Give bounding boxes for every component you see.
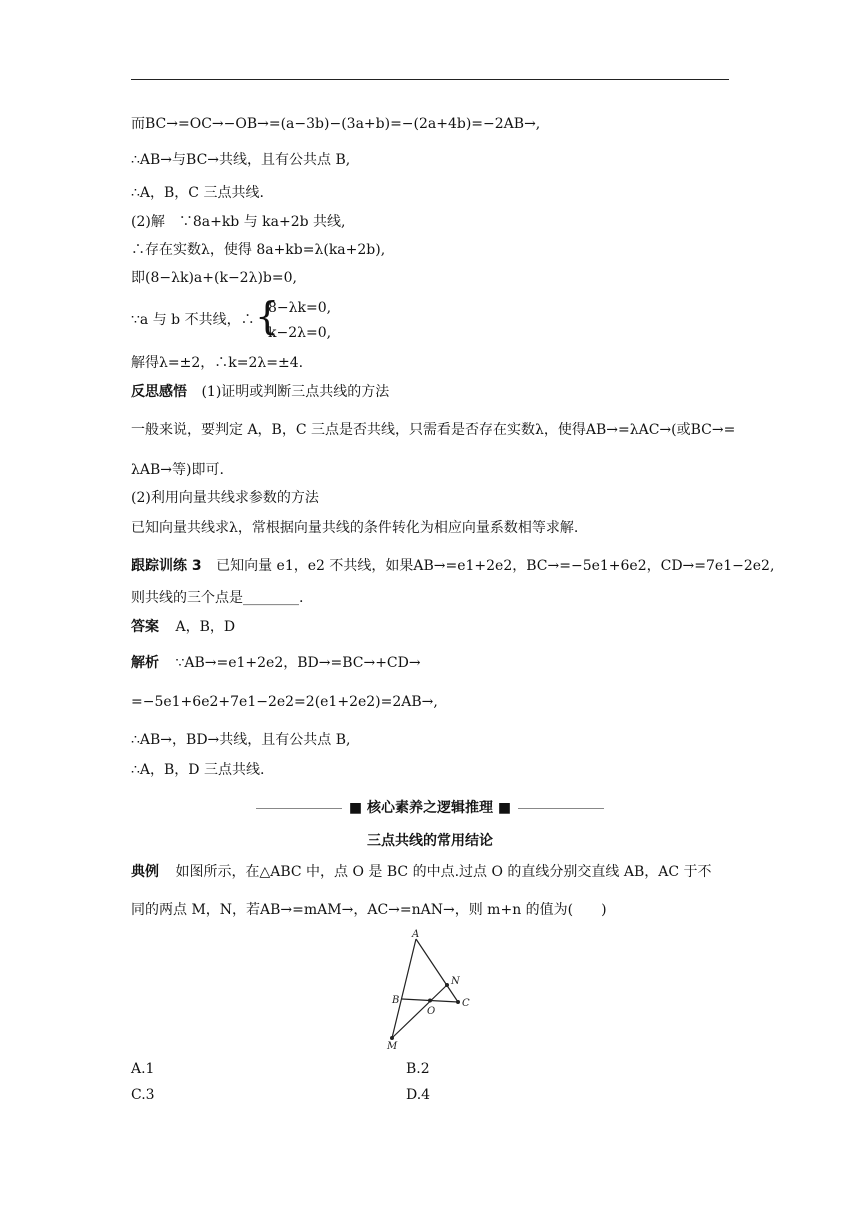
reflection-heading <box>131 382 389 402</box>
label-O: O <box>427 1006 436 1017</box>
answer-line <box>131 617 235 637</box>
example-q1: 如图所示，在△ABC 中，点 O 是 BC 的中点.过点 O 的直线分别交直线 AB，AC 于不 <box>175 864 712 880</box>
point-N <box>445 983 449 987</box>
label-A: A <box>412 929 420 940</box>
reflection-p4: (2)利用向量共线求参数的方法 <box>131 490 319 506</box>
choice-C: C.3 <box>131 1087 155 1103</box>
analysis-label: 解析 <box>131 655 159 671</box>
choice-B: B.2 <box>406 1061 430 1077</box>
text-line-2: ∴AB→与BC→共线，且有公共点 B, <box>131 152 351 168</box>
text-line-6: 即(8−λk)a+(k−2λ)b=0, <box>131 270 297 286</box>
label-N: N <box>451 976 460 987</box>
triangle-diagram <box>376 926 488 1052</box>
training-q2: 则共线的三个点是________. <box>131 590 304 606</box>
analysis-line-1 <box>131 653 421 673</box>
text-line-5: ∴存在实数λ，使得 8a+kb=λ(ka+2b), <box>131 242 386 258</box>
reflection-p3: λAB→等)即可. <box>131 462 224 478</box>
reflection-p5: 已知向量共线求λ，常根据向量共线的条件转化为相应向量系数相等求解. <box>131 520 579 536</box>
choice-A: A.1 <box>131 1061 155 1077</box>
line-AC <box>416 939 458 1002</box>
section-subtitle: 三点共线的常用结论 <box>367 833 493 849</box>
line-AM <box>392 939 416 1038</box>
reflection-label: 反思感悟 <box>131 384 187 400</box>
line-MN <box>392 985 447 1038</box>
system-eq-1: 8−λk=0, <box>268 300 332 316</box>
point-C <box>456 1000 460 1004</box>
text-line-8: 解得λ=±2，∴k=2λ=±4. <box>131 355 304 371</box>
banner-text: ■ 核心素养之逻辑推理 ■ <box>348 800 512 816</box>
training-question-line-1 <box>131 556 774 576</box>
section-banner <box>256 798 604 818</box>
example-label: 典例 <box>131 864 159 880</box>
equation-brace: { <box>255 294 280 338</box>
label-M: M <box>387 1041 398 1052</box>
training-q1: 已知向量 e1，e2 不共线，如果AB→=e1+2e2，BC→=−5e1+6e2，CD→=7e1−2e2, <box>216 558 775 574</box>
text-line-7: ∵a 与 b 不共线，∴ <box>131 312 255 328</box>
triangle-figure <box>376 926 488 1052</box>
training-label: 跟踪训练 3 <box>131 558 202 574</box>
point-M <box>390 1036 394 1040</box>
reflection-p2: 一般来说，要判定 A，B，C 三点是否共线，只需看是否存在实数λ，使得AB→=λAC→(或BC→= <box>131 422 736 438</box>
answer-value: A，B，D <box>175 619 236 635</box>
example-line-1 <box>131 862 712 882</box>
analysis-a4: ∴A，B，D 三点共线. <box>131 762 265 778</box>
reflection-p1: (1)证明或判断三点共线的方法 <box>201 384 390 400</box>
system-eq-2: k−2λ=0, <box>268 325 332 341</box>
example-q2: 同的两点 M，N，若AB→=mAM→，AC→=nAN→，则 m+n 的值为( ) <box>131 902 607 918</box>
text-line-1: 而BC→=OC→−OB→=(a−3b)−(3a+b)=−(2a+4b)=−2AB→, <box>131 116 541 132</box>
analysis-a2: =−5e1+6e2+7e1−2e2=2(e1+2e2)=2AB→, <box>131 694 438 710</box>
label-C: C <box>462 998 470 1009</box>
point-O <box>428 999 432 1003</box>
analysis-a1: ∵AB→=e1+2e2，BD→=BC→+CD→ <box>175 655 421 671</box>
header-rule <box>131 79 729 80</box>
text-line-3: ∴A，B，C 三点共线. <box>131 185 264 201</box>
text-line-4: (2)解 ∵8a+kb 与 ka+2b 共线, <box>131 214 346 230</box>
choice-D: D.4 <box>406 1087 431 1103</box>
answer-label: 答案 <box>131 619 159 635</box>
label-B: B <box>392 995 400 1006</box>
analysis-a3: ∴AB→，BD→共线，且有公共点 B, <box>131 732 351 748</box>
